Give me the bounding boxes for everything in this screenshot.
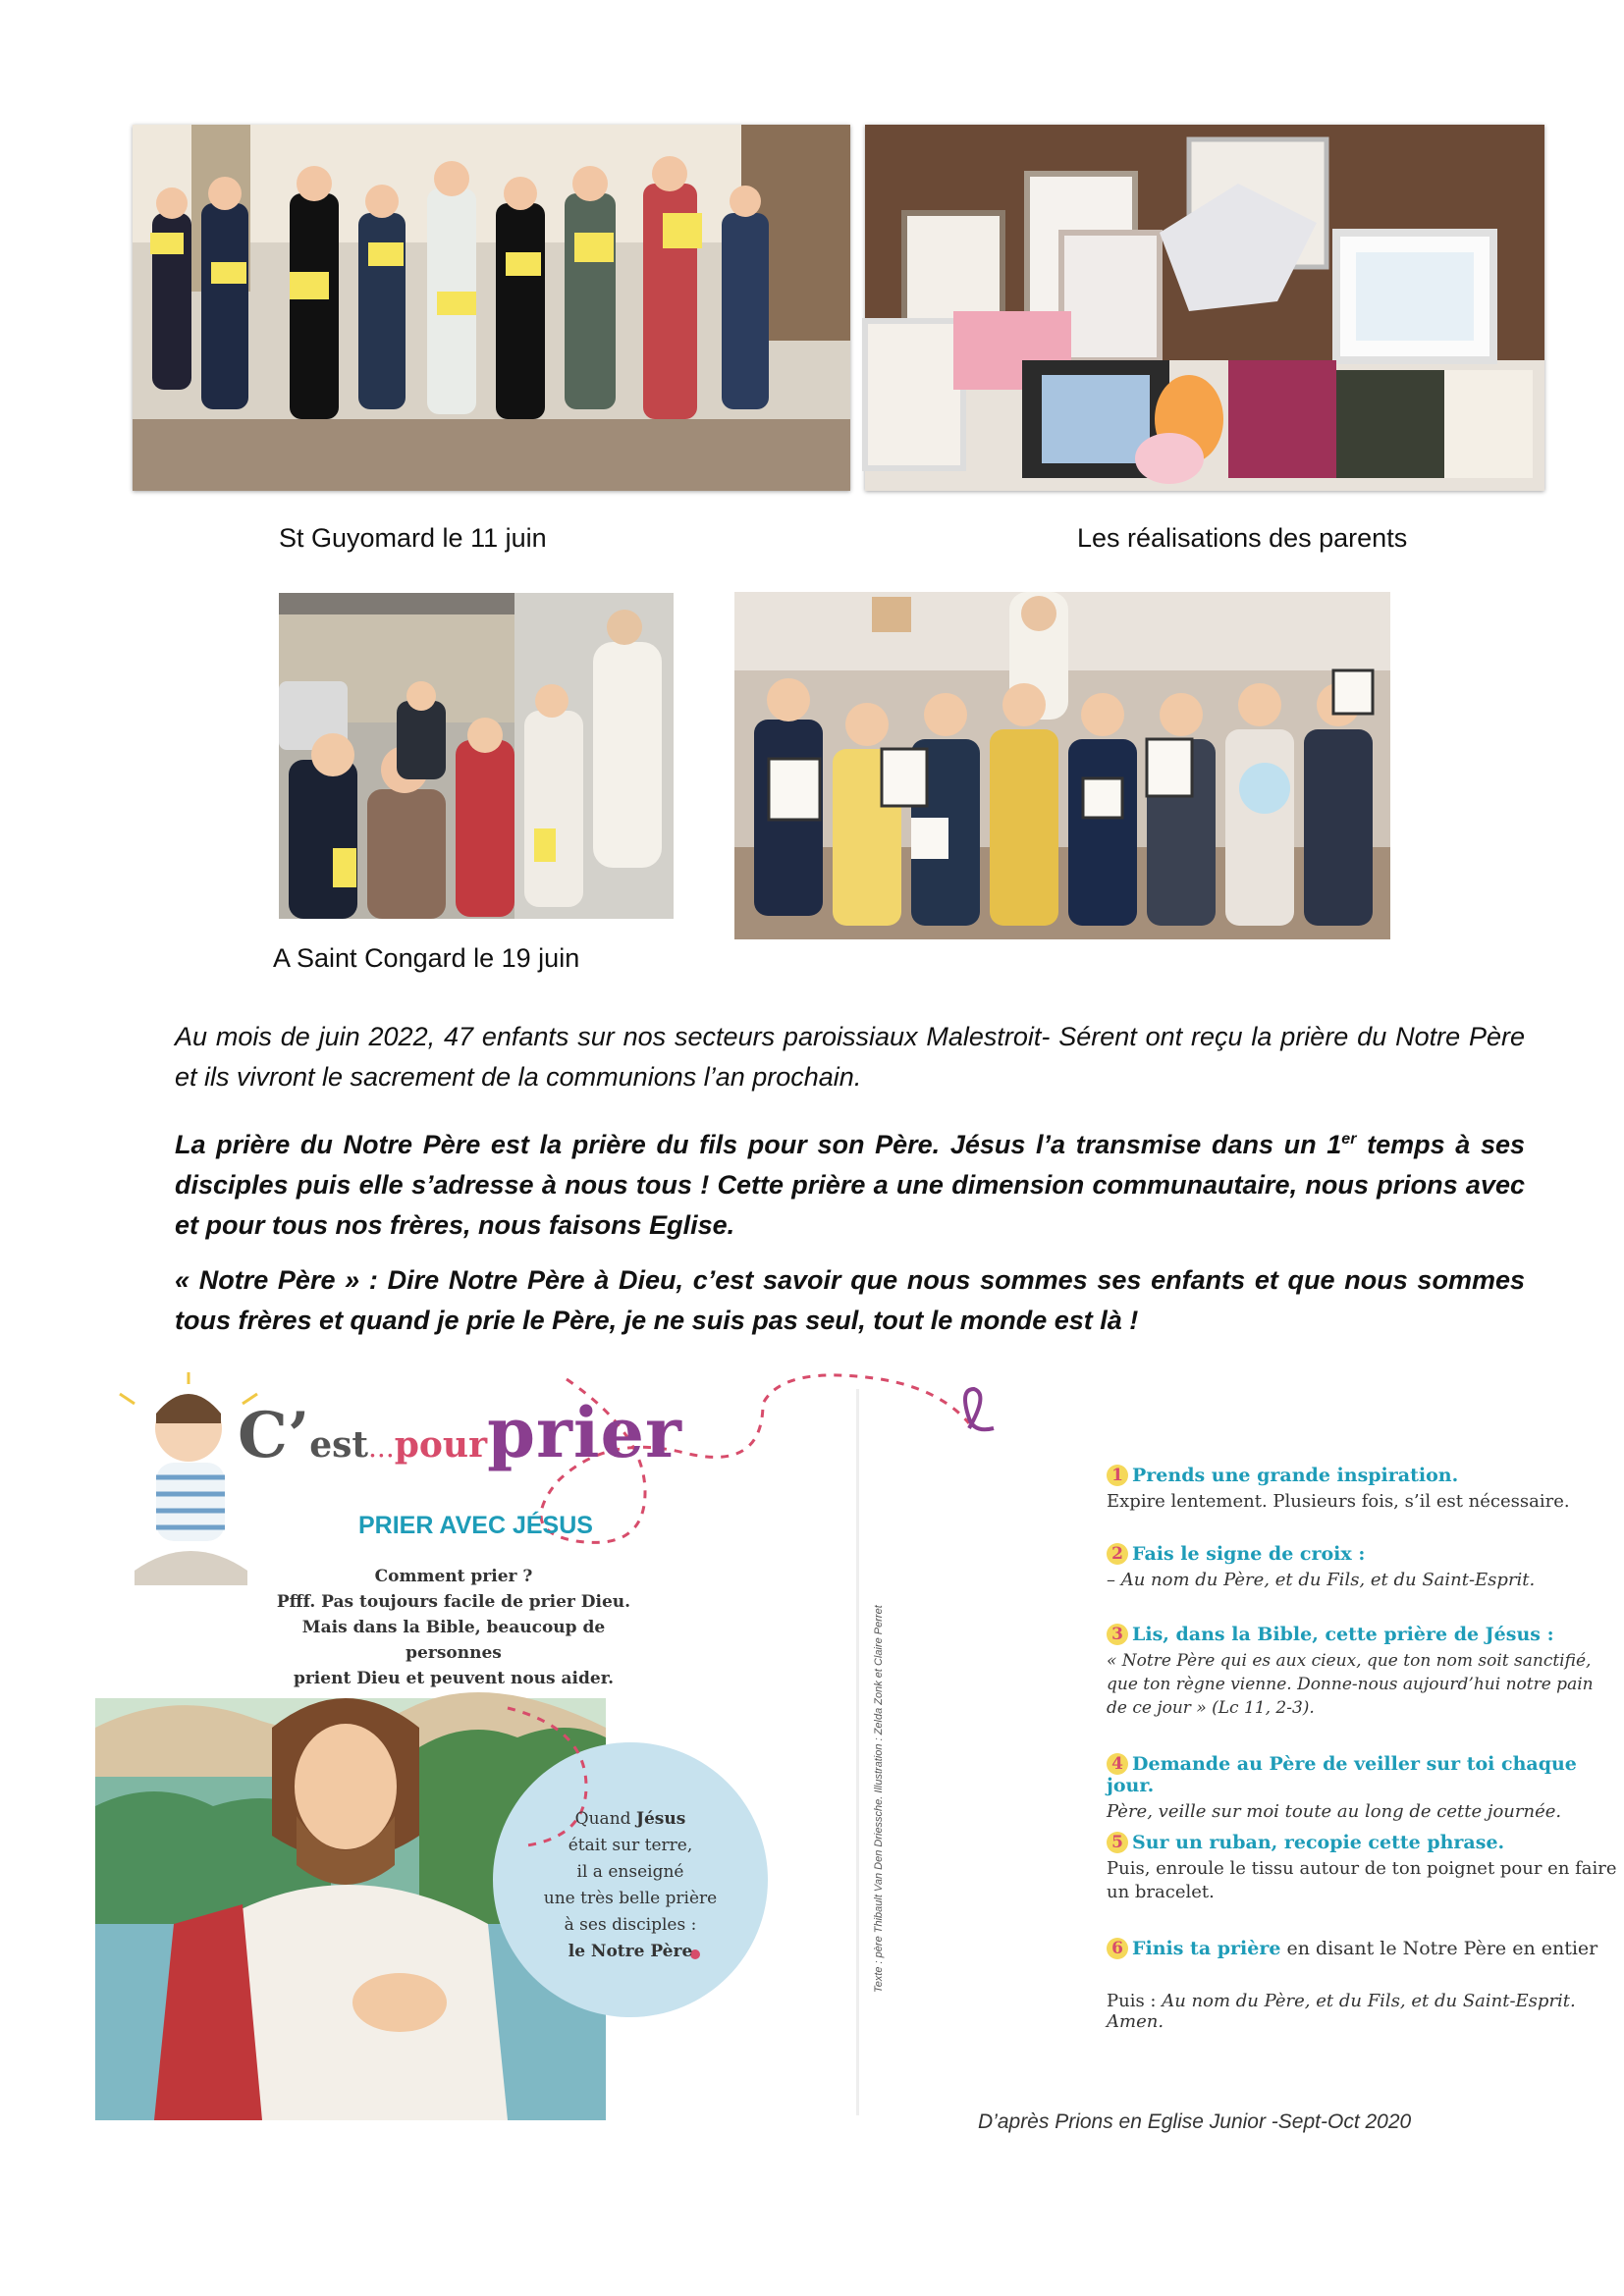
step-1-text: Expire lentement. Plusieurs fois, s’il est nécessaire. [1107, 1491, 1570, 1512]
step-6-heading: Finis ta prière [1132, 1938, 1281, 1959]
step-2-text: – Au nom du Père, et du Fils, et du Saint-Esprit. [1107, 1570, 1536, 1590]
step-2 [1107, 1543, 1617, 1592]
step-4-number: 4 [1107, 1753, 1128, 1775]
magazine-subtitle: PRIER AVEC JÉSUS [358, 1512, 593, 1539]
step-1-heading: Prends une grande inspiration. [1132, 1465, 1459, 1486]
step-5-number: 5 [1107, 1832, 1128, 1853]
caption-guyomard: St Guyomard le 11 juin [279, 523, 547, 553]
title-pour: pour [394, 1424, 488, 1466]
final-line-b: Au nom du Père, et du Fils, et du Saint-Esprit. Amen. [1107, 1991, 1576, 2032]
step-3 [1107, 1624, 1617, 1720]
step-4-heading: Demande au Père de veiller sur toi chaque jour. [1107, 1753, 1577, 1796]
intro-line-3: Mais dans la Bible, beaucoup de personnes [301, 1618, 606, 1663]
step-2-heading: Fais le signe de croix : [1132, 1543, 1366, 1565]
step-3-text: « Notre Père qui es aux cieux, que ton nom soit sanctifié, que ton règne vienne. Donne-nous aujourd’hui notre pain de ce jour » (Lc 11, 2-3). [1107, 1651, 1594, 1718]
intro-line-2: Pfff. Pas toujours facile de prier Dieu. [276, 1592, 631, 1612]
title-est: est [309, 1424, 369, 1466]
step-3-number: 3 [1107, 1624, 1128, 1645]
magazine-credit-vertical: Texte : père Thibault Van Den Driessche. Illustration : Zelda Zonk et Claire Perret [873, 1605, 885, 1993]
title-dots: ... [368, 1431, 395, 1464]
speech-bubble [517, 1806, 743, 1965]
magazine-intro [262, 1564, 645, 1691]
bubble-jesus: Jésus [635, 1809, 686, 1829]
paragraph-notre-pere-sup: er [1341, 1131, 1357, 1148]
source-credit: D’après Prions en Eglise Junior -Sept-Oct 2020 [978, 2110, 1412, 2133]
step-5 [1107, 1832, 1617, 1904]
step-1-number: 1 [1107, 1465, 1128, 1486]
bubble-line-4: une très belle prière [543, 1889, 718, 1908]
step-4 [1107, 1753, 1617, 1824]
paragraph-intro: Au mois de juin 2022, 47 enfants sur nos secteurs paroissiaux Malestroit- Sérent ont reçu la prière du Notre Père et ils vivront le sacrement de la communions l’an prochain. [175, 1022, 1525, 1092]
intro-line-4: prient Dieu et peuvent nous aider. [293, 1669, 615, 1688]
bubble-line-1: Quand [574, 1809, 636, 1829]
step-5-heading: Sur un ruban, recopie cette phrase. [1132, 1832, 1505, 1853]
magazine-excerpt [95, 1374, 1617, 2120]
bubble-line-3: il a enseigné [576, 1862, 684, 1882]
bubble-line-2: était sur terre, [568, 1836, 693, 1855]
paragraph-notre-pere [175, 1119, 1525, 1246]
photo-congard-group [734, 592, 1390, 939]
step-6-number: 6 [1107, 1938, 1128, 1959]
title-prier: prier [487, 1392, 682, 1473]
step-3-heading: Lis, dans la Bible, cette prière de Jésus : [1132, 1624, 1554, 1645]
photo-parents-creations [865, 125, 1544, 491]
caption-parents: Les réalisations des parents [1077, 523, 1408, 553]
caption-congard: A Saint Congard le 19 juin [273, 943, 580, 973]
step-5-text: Puis, enroule le tissu autour de ton poignet pour en faire un bracelet. [1107, 1858, 1617, 1902]
bubble-line-5: à ses disciples : [564, 1915, 697, 1935]
paragraph-quote: « Notre Père » : Dire Notre Père à Dieu, c’est savoir que nous sommes ses enfants et que nous sommes tous frères et quand je prie le Père, je ne suis pas seul, tout le monde est là ! [175, 1265, 1525, 1335]
step-6 [1107, 1938, 1617, 1959]
paragraph-notre-pere-b: temps à ses disciples puis elle s’adresse à nous tous ! Cette prière a une dimension communautaire, nous prions avec et pour tous nos frères, nous faisons Eglise. [175, 1130, 1525, 1240]
intro-line-1: Comment prier ? [374, 1567, 533, 1586]
step-2-number: 2 [1107, 1543, 1128, 1565]
paragraph-notre-pere-a: La prière du Notre Père est la prière du fils pour son Père. Jésus l’a transmise dans un 1 [175, 1130, 1342, 1159]
title-c: C’ [238, 1399, 310, 1472]
photo-congard-procession [279, 593, 674, 919]
final-line [1107, 1991, 1617, 2032]
magazine-title [238, 1392, 682, 1473]
step-6-tail: en disant le Notre Père en entier [1280, 1938, 1598, 1959]
photo-guyomard-children [133, 125, 850, 491]
step-1 [1107, 1465, 1617, 1514]
final-line-a: Puis : [1107, 1991, 1163, 2011]
step-4-text: Père, veille sur moi toute au long de cette journée. [1107, 1801, 1562, 1822]
bubble-line-6: le Notre Père [568, 1942, 693, 1961]
